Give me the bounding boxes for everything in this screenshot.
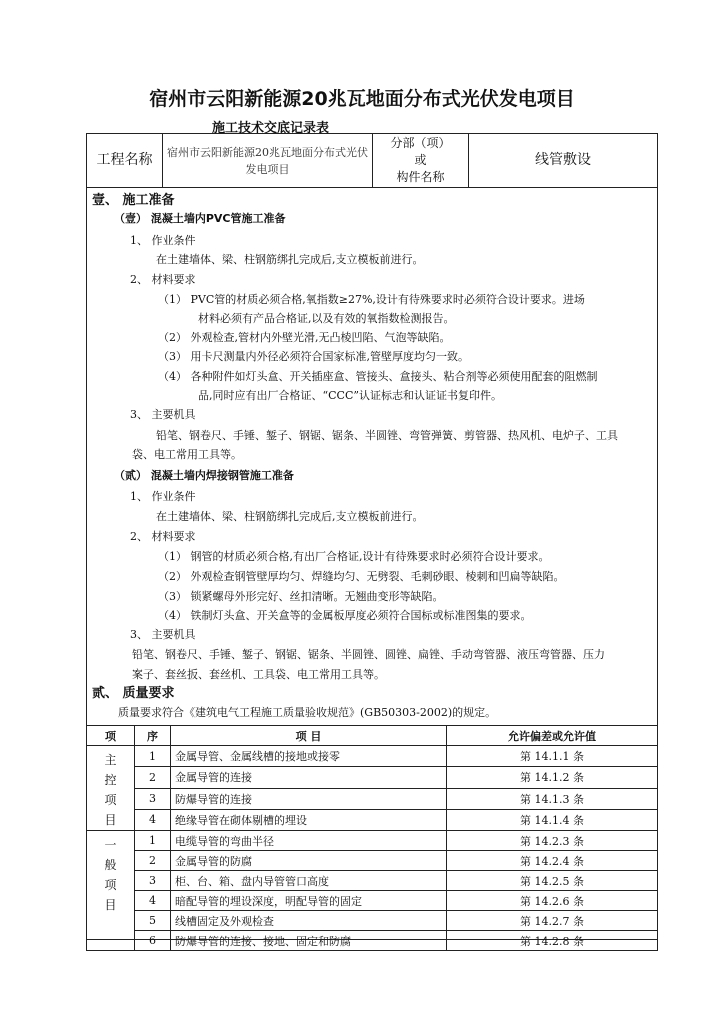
b-material-4: （4） 铁制灯头盒、开关盒等的金属板厚度必须符合国标或标准图集的要求。 [158, 609, 532, 622]
a-item-1: 1、 作业条件 [130, 234, 196, 247]
row-item: 防爆导管的连接 [171, 788, 447, 809]
a-material-3: （3） 用卡尺测量内外径必须符合国家标准,管壁厚度均匀一致。 [158, 350, 469, 363]
row-no: 6 [135, 931, 171, 951]
row-no: 1 [135, 746, 171, 767]
col-header-item: 项 目 [171, 726, 447, 746]
row-item: 电缆导管的弯曲半径 [171, 831, 447, 851]
col-header-category: 项 [87, 726, 135, 746]
project-name-value: 宿州市云阳新能源20兆瓦地面分布式光伏发电项目 [163, 134, 373, 188]
header-table [86, 133, 658, 188]
document-title: 宿州市云阳新能源20兆瓦地面分布式光伏发电项目 [149, 88, 575, 110]
row-allowance: 第 14.1.1 条 [447, 746, 658, 767]
table-row [87, 931, 658, 951]
quality-table [86, 725, 658, 951]
row-allowance: 第 14.2.3 条 [447, 831, 658, 851]
row-allowance: 第 14.2.8 条 [447, 931, 658, 951]
section-2-heading: 贰、 质量要求 [92, 686, 175, 701]
row-item: 金属导管的防腐 [171, 851, 447, 871]
table-row [87, 871, 658, 891]
table-row [87, 788, 658, 809]
row-item: 暗配导管的埋设深度，明配导管的固定 [171, 891, 447, 911]
b-item-1-text: 在土建墙体、梁、柱钢筋绑扎完成后,支立模板前进行。 [156, 510, 424, 523]
row-no: 1 [135, 831, 171, 851]
row-allowance: 第 14.2.5 条 [447, 871, 658, 891]
row-item: 金属导管的连接 [171, 767, 447, 788]
part-label-line1: 分部（项） [390, 136, 451, 150]
row-no: 3 [135, 788, 171, 809]
quality-intro: 质量要求符合《建筑电气工程施工质量验收规范》(GB50303-2002)的规定。 [118, 706, 497, 719]
a-material-4: （4） 各种附件如灯头盒、开关插座盒、管接头、盒接头、粘合剂等必须使用配套的阻燃制 [158, 370, 598, 383]
row-item: 防爆导管的连接、接地、固定和防腐 [171, 931, 447, 951]
table-row [87, 809, 658, 830]
part-label-line2: 或 [414, 153, 427, 167]
part-label-line3: 构件名称 [396, 170, 445, 184]
project-name-label: 工程名称 [87, 134, 163, 188]
row-item: 绝缘导管在砌体剔槽的埋设 [171, 809, 447, 830]
a-item-2: 2、 材料要求 [130, 273, 196, 286]
row-no: 4 [135, 809, 171, 830]
category-general: 一般项目 [87, 831, 135, 951]
subsection-b-heading: （贰） 混凝土墙内焊接钢管施工准备 [114, 469, 294, 482]
table-row [87, 746, 658, 767]
row-allowance: 第 14.2.4 条 [447, 851, 658, 871]
row-item: 线槽固定及外观检查 [171, 911, 447, 931]
row-no: 2 [135, 767, 171, 788]
quality-table-header-row [87, 726, 658, 746]
section-1-heading: 壹、 施工准备 [92, 193, 175, 208]
b-tools-line2: 案子、套丝扳、套丝机、工具袋、电工常用工具等。 [132, 668, 385, 681]
b-item-2: 2、 材料要求 [130, 530, 196, 543]
row-item: 柜、台、箱、盘内导管管口高度 [171, 871, 447, 891]
category-main-control: 主控项目 [87, 746, 135, 831]
col-header-no: 序 [135, 726, 171, 746]
part-name-label [373, 134, 469, 188]
table-row [87, 891, 658, 911]
a-tools-line1: 铅笔、钢卷尺、手锤、錾子、钢锯、锯条、半圆锉、弯管弹簧、剪管器、热风机、电炉子、工具 [156, 429, 618, 442]
row-allowance: 第 14.2.6 条 [447, 891, 658, 911]
table-row [87, 851, 658, 871]
b-material-2: （2） 外观检查钢管壁厚均匀、焊缝均匀、无劈裂、毛刺砂眼、棱刺和凹扁等缺陷。 [158, 570, 565, 583]
row-no: 3 [135, 871, 171, 891]
row-allowance: 第 14.2.7 条 [447, 911, 658, 931]
a-tools-line2: 袋、电工常用工具等。 [132, 448, 242, 461]
col-header-allowance: 允许偏差或允许值 [447, 726, 658, 746]
b-item-1: 1、 作业条件 [130, 490, 196, 503]
a-material-1: （1） PVC管的材质必须合格,氧指数≥27%,设计有待殊要求时必须符合设计要求。进场 [158, 293, 585, 306]
table-row [87, 767, 658, 788]
a-material-2: （2） 外观检查,管材内外壁光滑,无凸棱凹陷、气泡等缺陷。 [158, 331, 451, 344]
record-table-title: 施工技术交底记录表 [212, 121, 330, 136]
row-no: 2 [135, 851, 171, 871]
b-item-3: 3、 主要机具 [130, 628, 196, 641]
table-row [87, 831, 658, 851]
b-material-3: （3） 锁紧螺母外形完好、丝扣清晰。无翘曲变形等缺陷。 [158, 590, 444, 603]
row-allowance: 第 14.1.4 条 [447, 809, 658, 830]
row-allowance: 第 14.1.2 条 [447, 767, 658, 788]
part-name-value: 线管敷设 [469, 134, 658, 188]
subsection-a-heading: （壹） 混凝土墙内PVC管施工准备 [114, 212, 286, 225]
row-no: 4 [135, 891, 171, 911]
a-material-1-cont: 材料必须有产品合格证,以及有效的氧指数检测报告。 [198, 312, 455, 325]
a-item-1-text: 在土建墙体、梁、柱钢筋绑扎完成后,支立模板前进行。 [156, 253, 424, 266]
row-allowance: 第 14.1.3 条 [447, 788, 658, 809]
table-row [87, 911, 658, 931]
a-material-4-cont: 品,同时应有出厂合格证、“CCC”认证标志和认证证书复印件。 [198, 389, 502, 402]
a-item-3: 3、 主要机具 [130, 408, 196, 421]
row-no: 5 [135, 911, 171, 931]
b-tools-line1: 铅笔、钢卷尺、手锤、錾子、钢锯、锯条、半圆锉、圆锉、扁锉、手动弯管器、液压弯管器、压力 [132, 648, 605, 661]
row-item: 金属导管、金属线槽的接地或接零 [171, 746, 447, 767]
b-material-1: （1） 钢管的材质必须合格,有出厂合格证,设计有待殊要求时必须符合设计要求。 [158, 550, 550, 563]
